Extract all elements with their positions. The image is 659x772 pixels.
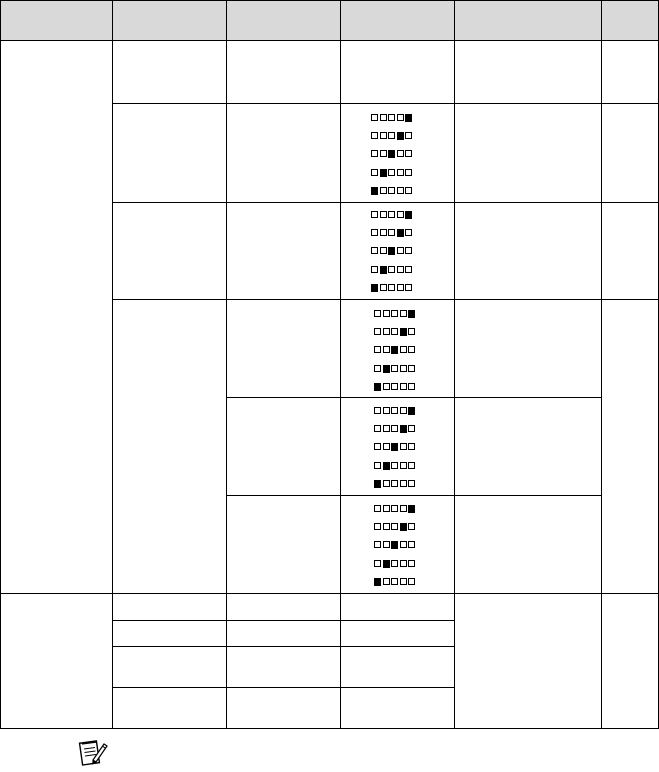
density-level-row [371,211,411,218]
density-marker-empty [408,480,415,487]
density-marker-empty [374,523,381,530]
density-marker-empty [408,560,415,567]
density-marker-empty [397,247,404,254]
density-marker-empty [380,187,387,194]
density-marker-empty [374,443,381,450]
density-marker-filled [391,541,398,549]
density-marker-empty [371,114,378,121]
density-marker-empty [380,132,387,139]
density-marker-empty [408,383,415,390]
density-level-row [371,169,411,176]
table-border-top [0,0,659,1]
density-marker-empty [380,211,387,218]
density-marker-empty [374,462,381,469]
density-marker-filled [371,284,378,292]
density-marker-empty [408,425,415,432]
density-marker-empty [405,150,412,157]
density-marker-empty [388,114,395,121]
density-marker-empty [400,443,407,450]
table-border-left [0,0,1,729]
density-marker-empty [371,229,378,236]
density-marker-filled [400,523,407,531]
density-marker-filled [408,505,415,513]
row-divider [112,202,658,203]
density-marker-empty [400,462,407,469]
density-level-row [371,247,411,254]
density-marker-empty [391,578,398,585]
density-marker-filled [400,328,407,336]
density-marker-filled [400,425,407,433]
density-marker-empty [371,150,378,157]
row-divider [112,687,454,688]
density-marker-empty [408,443,415,450]
density-marker-empty [400,560,407,567]
density-marker-empty [383,425,390,432]
memo-pencil-icon [78,738,108,768]
density-marker-empty [391,560,398,567]
density-marker-empty [374,407,381,414]
table-border-bottom [0,728,659,729]
density-marker-filled [408,310,415,318]
density-level-row [371,187,411,194]
density-marker-empty [391,407,398,414]
density-marker-empty [383,328,390,335]
density-marker-empty [371,211,378,218]
density-level-row [374,505,414,512]
density-level-row [374,560,414,567]
density-level-row [374,523,414,530]
density-marker-empty [383,346,390,353]
density-marker-empty [397,284,404,291]
density-marker-empty [388,187,395,194]
density-level-row [374,425,414,432]
density-marker-empty [397,187,404,194]
density-marker-empty [383,443,390,450]
row-divider [112,646,454,647]
density-marker-empty [405,247,412,254]
density-marker-empty [400,407,407,414]
density-level-row [374,443,414,450]
density-marker-empty [400,505,407,512]
density-marker-empty [383,578,390,585]
header-divider [0,40,659,41]
density-marker-empty [391,480,398,487]
density-level-row [374,365,414,372]
density-level-row [374,383,414,390]
density-level-row [374,462,414,469]
density-marker-empty [391,365,398,372]
density-marker-empty [371,132,378,139]
density-marker-empty [371,247,378,254]
density-marker-empty [391,462,398,469]
density-marker-filled [380,169,387,177]
density-marker-empty [408,578,415,585]
density-marker-empty [374,560,381,567]
density-marker-filled [388,247,395,255]
density-marker-empty [400,310,407,317]
density-marker-empty [380,229,387,236]
density-marker-empty [405,169,412,176]
density-marker-empty [405,132,412,139]
density-marker-filled [397,132,404,140]
row-divider [112,620,454,621]
density-marker-empty [383,383,390,390]
density-marker-empty [374,365,381,372]
density-marker-empty [408,541,415,548]
density-level-row [371,229,411,236]
density-marker-empty [408,523,415,530]
density-marker-empty [391,310,398,317]
density-marker-empty [400,541,407,548]
density-marker-filled [388,150,395,158]
density-marker-empty [397,266,404,273]
density-marker-filled [391,443,398,451]
density-marker-empty [380,284,387,291]
density-marker-empty [383,541,390,548]
density-marker-empty [374,346,381,353]
density-marker-empty [391,523,398,530]
density-marker-empty [383,505,390,512]
density-marker-filled [397,229,404,237]
density-marker-empty [380,247,387,254]
density-marker-empty [388,266,395,273]
density-level-row [374,407,414,414]
density-level-row [374,480,414,487]
density-marker-empty [383,480,390,487]
density-marker-empty [388,284,395,291]
density-marker-filled [383,365,390,373]
density-level-row [371,132,411,139]
density-level-row [374,541,414,548]
density-marker-empty [383,523,390,530]
density-marker-empty [397,150,404,157]
density-marker-filled [383,462,390,470]
density-level-row [371,150,411,157]
density-marker-empty [391,383,398,390]
density-marker-filled [371,187,378,195]
density-level-row [374,346,414,353]
density-marker-filled [408,407,415,415]
density-marker-empty [397,114,404,121]
density-marker-empty [388,132,395,139]
density-marker-empty [371,169,378,176]
table-header-row [0,0,659,41]
density-marker-empty [405,187,412,194]
density-marker-filled [374,383,381,391]
sub-row-divider [226,495,601,496]
row-divider [112,299,658,300]
density-marker-empty [397,169,404,176]
density-marker-empty [374,425,381,432]
density-marker-empty [380,114,387,121]
density-level-row [371,266,411,273]
density-marker-filled [405,114,412,122]
density-marker-empty [374,310,381,317]
row-divider [112,103,658,104]
density-marker-empty [391,328,398,335]
density-marker-empty [400,346,407,353]
density-marker-filled [374,480,381,488]
density-marker-empty [408,328,415,335]
density-scale [374,505,414,593]
density-marker-empty [405,229,412,236]
density-marker-empty [400,578,407,585]
density-marker-empty [391,425,398,432]
density-marker-empty [388,211,395,218]
density-marker-empty [400,365,407,372]
density-marker-empty [408,346,415,353]
density-level-row [371,114,411,121]
density-marker-empty [400,480,407,487]
density-level-row [371,284,411,291]
density-marker-empty [405,284,412,291]
column-divider [601,0,602,729]
density-marker-filled [374,578,381,586]
density-marker-empty [383,407,390,414]
density-marker-empty [383,310,390,317]
group-divider [0,593,659,594]
density-marker-filled [383,560,390,568]
density-marker-empty [400,383,407,390]
density-marker-filled [405,211,412,219]
density-level-row [374,310,414,317]
density-marker-empty [397,211,404,218]
density-scale [374,310,414,398]
density-scale [371,114,411,202]
density-marker-empty [371,266,378,273]
density-marker-filled [391,346,398,354]
density-marker-empty [408,365,415,372]
density-marker-empty [388,229,395,236]
density-level-row [374,328,414,335]
density-marker-empty [391,505,398,512]
density-marker-empty [374,541,381,548]
density-marker-empty [374,328,381,335]
density-scale [371,211,411,299]
density-marker-filled [380,266,387,274]
density-marker-empty [408,462,415,469]
column-divider [454,0,455,729]
density-marker-empty [380,150,387,157]
density-marker-empty [405,266,412,273]
density-marker-empty [374,505,381,512]
density-level-row [374,578,414,585]
density-marker-empty [388,169,395,176]
density-scale [374,407,414,495]
